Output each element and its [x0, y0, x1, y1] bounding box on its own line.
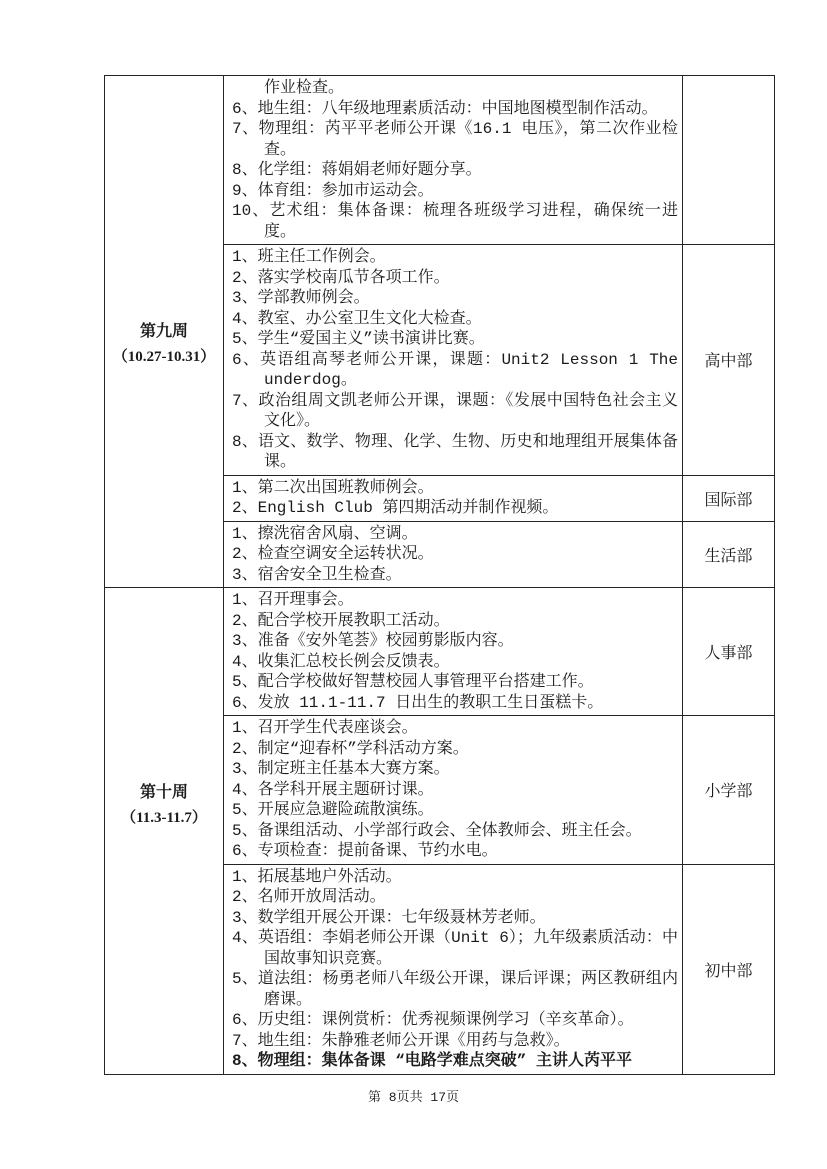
week-cell — [105, 76, 224, 588]
task-item: 7、物理组：芮平平老师公开课《16.1 电压》，第二次作业检查。 — [232, 120, 678, 159]
task-item: 2、配合学校开展教职工活动。 — [232, 611, 450, 630]
task-item: 6、历史组：课例赏析：优秀视频课例学习（辛亥革命）。 — [232, 1011, 634, 1029]
task-item: 6、英语组高琴老师公开课，课题：Unit2 Lesson 1 The underdog。 — [232, 350, 678, 389]
week-label: 第十周 — [139, 783, 188, 802]
department-cell: 国际部 — [683, 475, 775, 521]
task-item: 4、收集汇总校长例会反馈表。 — [232, 652, 450, 671]
week-cell — [105, 588, 224, 1075]
department-cell: 生活部 — [683, 521, 775, 588]
task-item: 8、物理组：集体备课 “电路学难点突破” 主讲人芮平平 — [232, 1052, 633, 1070]
task-item: 5、开展应急避险疏散演练。 — [232, 801, 434, 819]
task-item: 7、地生组：朱静雅老师公开课《用药与急救》。 — [232, 1031, 570, 1050]
department-cell — [683, 76, 775, 245]
task-item: 4、各学科开展主题研讨课。 — [232, 780, 434, 799]
task-item: 3、学部教师例会。 — [232, 289, 370, 307]
task-item: 1、第二次出国班教师例会。 — [232, 478, 434, 497]
tasks-cell — [224, 864, 683, 1074]
task-item: 3、制定班主任基本大赛方案。 — [232, 760, 450, 778]
tasks-cell — [224, 588, 683, 716]
task-item: 5、备课组活动、小学部行政会、全体教师会、班主任会。 — [232, 821, 642, 840]
task-item: 3、准备《安外笔荟》校园剪影版内容。 — [232, 632, 514, 650]
schedule-row — [105, 588, 775, 716]
schedule-row — [105, 76, 775, 245]
task-item: 2、English Club 第四期活动并制作视频。 — [232, 499, 559, 517]
task-item: 1、召开学生代表座谈会。 — [232, 719, 418, 737]
task-item: 8、语文、数学、物理、化学、生物、历史和地理组开展集体备课。 — [232, 432, 678, 471]
task-item: 6、发放 11.1-11.7 日出生的教职工生日蛋糕卡。 — [232, 693, 604, 712]
department-cell: 高中部 — [683, 245, 775, 476]
task-item: 1、拓展基地户外活动。 — [232, 867, 402, 886]
task-item: 1、召开理事会。 — [232, 591, 354, 609]
task-item: 4、教室、办公室卫生文化大检查。 — [232, 309, 482, 328]
department-cell: 人事部 — [683, 588, 775, 716]
task-item: 3、宿舍安全卫生检查。 — [232, 565, 402, 584]
week-label: 第九周 — [139, 322, 188, 341]
task-item: 8、化学组：蒋娟娟老师好题分享。 — [232, 161, 482, 179]
task-item: 7、政治组周文凯老师公开课，课题：《发展中国特色社会主义文化》。 — [232, 391, 678, 430]
schedule-table-body — [105, 76, 775, 1075]
task-item: 4、英语组：李娟老师公开课（Unit 6）；九年级素质活动：中国故事知识竞赛。 — [232, 929, 678, 968]
tasks-cell — [224, 521, 683, 588]
department-cell: 小学部 — [683, 716, 775, 865]
page-number-footer: 第 8页共 17页 — [367, 1090, 459, 1105]
week-dates: （11.3-11.7） — [121, 809, 207, 826]
task-item: 6、专项检查：提前备课、节约水电。 — [232, 842, 498, 860]
tasks-cell — [224, 76, 683, 245]
task-item: 2、检查空调安全运转状况。 — [232, 545, 434, 563]
task-item: 5、配合学校做好智慧校园人事管理平台搭建工作。 — [232, 673, 594, 691]
task-item: 5、道法组：杨勇老师八年级公开课，课后评课；两区教研组内磨课。 — [232, 970, 678, 1009]
weekly-schedule-table — [104, 75, 775, 1075]
task-item: 1、班主任工作例会。 — [232, 248, 386, 266]
task-item: 6、地生组：八年级地理素质活动：中国地图模型制作活动。 — [232, 99, 658, 118]
task-item: 9、体育组：参加市运动会。 — [232, 181, 434, 200]
task-item: 3、数学组开展公开课：七年级聂林芳老师。 — [232, 908, 546, 927]
week-dates: （10.27-10.31） — [112, 348, 216, 365]
task-item: 作业检查。 — [264, 79, 345, 97]
task-item: 2、落实学校南瓜节各项工作。 — [232, 268, 450, 287]
task-item: 10、艺术组：集体备课：梳理各班级学习进程，确保统一进度。 — [232, 202, 678, 241]
task-item: 2、制定“迎春杯”学科活动方案。 — [232, 739, 469, 758]
department-cell: 初中部 — [683, 864, 775, 1074]
tasks-cell — [224, 475, 683, 521]
tasks-cell — [224, 245, 683, 476]
task-item: 1、擦洗宿舍风扇、空调。 — [232, 524, 418, 543]
tasks-cell — [224, 716, 683, 865]
task-item: 2、名师开放周活动。 — [232, 888, 386, 906]
task-item: 5、学生“爱国主义”读书演讲比赛。 — [232, 330, 485, 348]
